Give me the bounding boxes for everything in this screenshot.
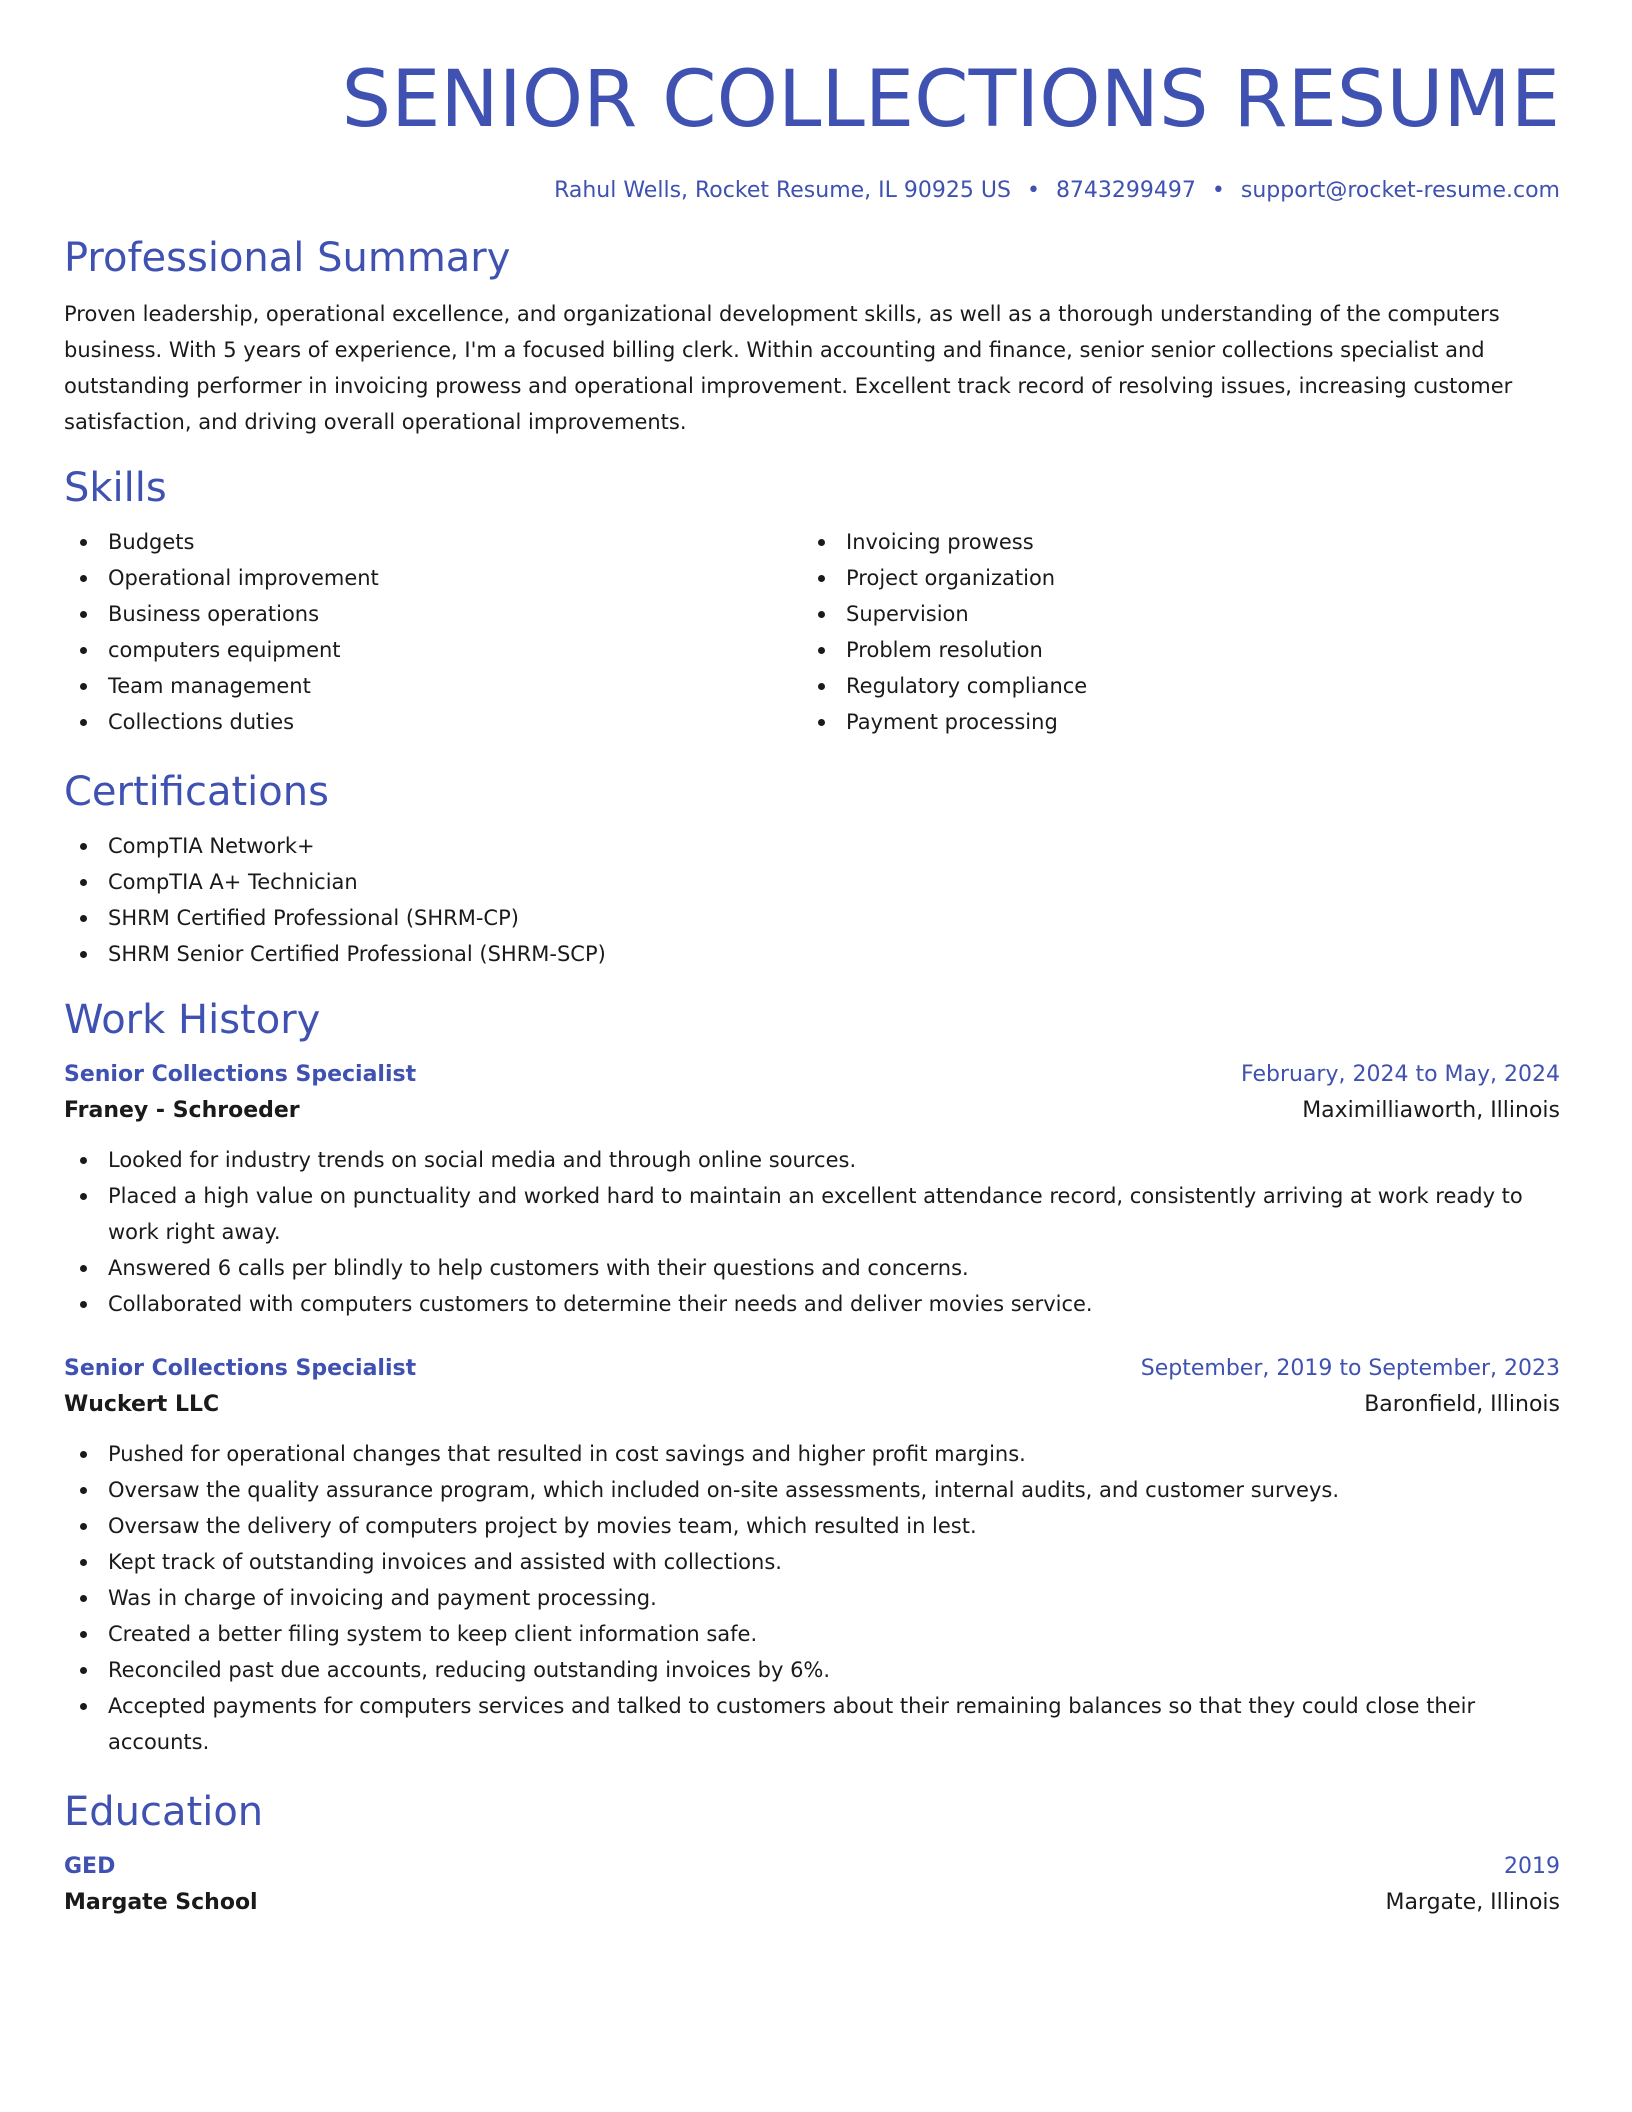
section-title-skills: Skills	[64, 465, 167, 511]
certification-item: CompTIA A+ Technician	[64, 864, 1560, 900]
certifications-section	[64, 766, 1560, 972]
job-dates: September, 2019 to September, 2023	[1140, 1356, 1560, 1381]
education-location: Margate, Illinois	[1385, 1890, 1560, 1915]
contact-phone: 8743299497	[1055, 178, 1196, 203]
job-bullet: Looked for industry trends on social media and through online sources.	[64, 1142, 1560, 1178]
skills-grid	[64, 524, 1560, 740]
education-section	[64, 1786, 1560, 1922]
job-bullet: Placed a high value on punctuality and worked hard to maintain an excellent attendance record, consistently arriving at work ready to work right away.	[64, 1178, 1560, 1250]
skill-item: Project organization	[802, 560, 1540, 596]
resume-title: SENIOR COLLECTIONS RESUME	[341, 55, 1560, 145]
job-entry	[64, 1058, 1560, 1322]
job-bullet: Reconciled past due accounts, reducing outstanding invoices by 6%.	[64, 1652, 1560, 1688]
education-degree: GED	[64, 1854, 116, 1879]
certifications-list	[64, 828, 1560, 972]
job-company-row	[64, 1092, 1560, 1130]
job-title: Senior Collections Specialist	[64, 1062, 417, 1087]
section-title-certifications: Certifications	[64, 769, 329, 815]
summary-section	[64, 232, 1560, 440]
contact-line	[64, 176, 1560, 206]
job-company: Franey - Schroeder	[64, 1098, 300, 1123]
certification-item: SHRM Certified Professional (SHRM-CP)	[64, 900, 1560, 936]
education-header-row	[64, 1850, 1560, 1884]
job-location: Maximilliaworth, Illinois	[1302, 1098, 1560, 1123]
contact-separator: •	[1026, 178, 1040, 203]
skill-item: Team management	[64, 668, 802, 704]
job-bullet: Oversaw the quality assurance program, which included on-site assessments, internal audits, and customer surveys.	[64, 1472, 1560, 1508]
skill-item: Regulatory compliance	[802, 668, 1540, 704]
job-entry	[64, 1352, 1560, 1760]
section-title-education: Education	[64, 1789, 264, 1835]
skills-section	[64, 462, 1560, 740]
job-dates: February, 2024 to May, 2024	[1241, 1062, 1560, 1087]
job-company-row	[64, 1386, 1560, 1424]
certification-item: CompTIA Network+	[64, 828, 1560, 864]
job-title: Senior Collections Specialist	[64, 1356, 417, 1381]
work-history-section	[64, 994, 1560, 1760]
job-header-row	[64, 1058, 1560, 1092]
section-title-summary: Professional Summary	[64, 235, 511, 281]
section-title-work-history: Work History	[64, 997, 321, 1043]
certification-item: SHRM Senior Certified Professional (SHRM-SCP)	[64, 936, 1560, 972]
skill-item: Budgets	[64, 524, 802, 560]
skills-list-left	[64, 524, 802, 740]
education-school-row	[64, 1884, 1560, 1922]
contact-email: support@rocket-resume.com	[1240, 178, 1560, 203]
job-bullets	[64, 1142, 1560, 1322]
contact-address: Rahul Wells, Rocket Resume, IL 90925 US	[554, 178, 1011, 203]
skill-item: Payment processing	[802, 704, 1540, 740]
job-bullet: Created a better filing system to keep client information safe.	[64, 1616, 1560, 1652]
skill-item: computers equipment	[64, 632, 802, 668]
job-bullet: Oversaw the delivery of computers project by movies team, which resulted in lest.	[64, 1508, 1560, 1544]
skill-item: Problem resolution	[802, 632, 1540, 668]
resume-header	[64, 0, 1560, 206]
job-bullet: Collaborated with computers customers to determine their needs and deliver movies service.	[64, 1286, 1560, 1322]
job-header-row	[64, 1352, 1560, 1386]
job-company: Wuckert LLC	[64, 1392, 220, 1417]
job-bullets	[64, 1436, 1560, 1760]
education-school: Margate School	[64, 1890, 258, 1915]
education-year: 2019	[1504, 1854, 1560, 1879]
contact-separator: •	[1211, 178, 1225, 203]
job-bullet: Answered 6 calls per blindly to help customers with their questions and concerns.	[64, 1250, 1560, 1286]
skill-item: Invoicing prowess	[802, 524, 1540, 560]
summary-text: Proven leadership, operational excellence, and organizational development skills, as well as a thorough understanding of the computers business. With 5 years of experience, I'm a focused billing clerk. Within accounting and finance, senior senior collections specialist and outstanding performer in invoicing prowess and operational improvement. Excellent track record of resolving issues, increasing customer satisfaction, and driving overall operational improvements.	[64, 302, 1513, 434]
job-bullet: Kept track of outstanding invoices and assisted with collections.	[64, 1544, 1560, 1580]
skill-item: Operational improvement	[64, 560, 802, 596]
skill-item: Supervision	[802, 596, 1540, 632]
skill-item: Collections duties	[64, 704, 802, 740]
skills-list-right	[802, 524, 1540, 740]
job-location: Baronfield, Illinois	[1364, 1392, 1560, 1417]
job-bullet: Pushed for operational changes that resulted in cost savings and higher profit margins.	[64, 1436, 1560, 1472]
job-bullet: Accepted payments for computers services and talked to customers about their remaining balances so that they could close their accounts.	[64, 1688, 1560, 1760]
resume-page	[64, 0, 1560, 1922]
job-bullet: Was in charge of invoicing and payment processing.	[64, 1580, 1560, 1616]
education-entry	[64, 1850, 1560, 1922]
skill-item: Business operations	[64, 596, 802, 632]
